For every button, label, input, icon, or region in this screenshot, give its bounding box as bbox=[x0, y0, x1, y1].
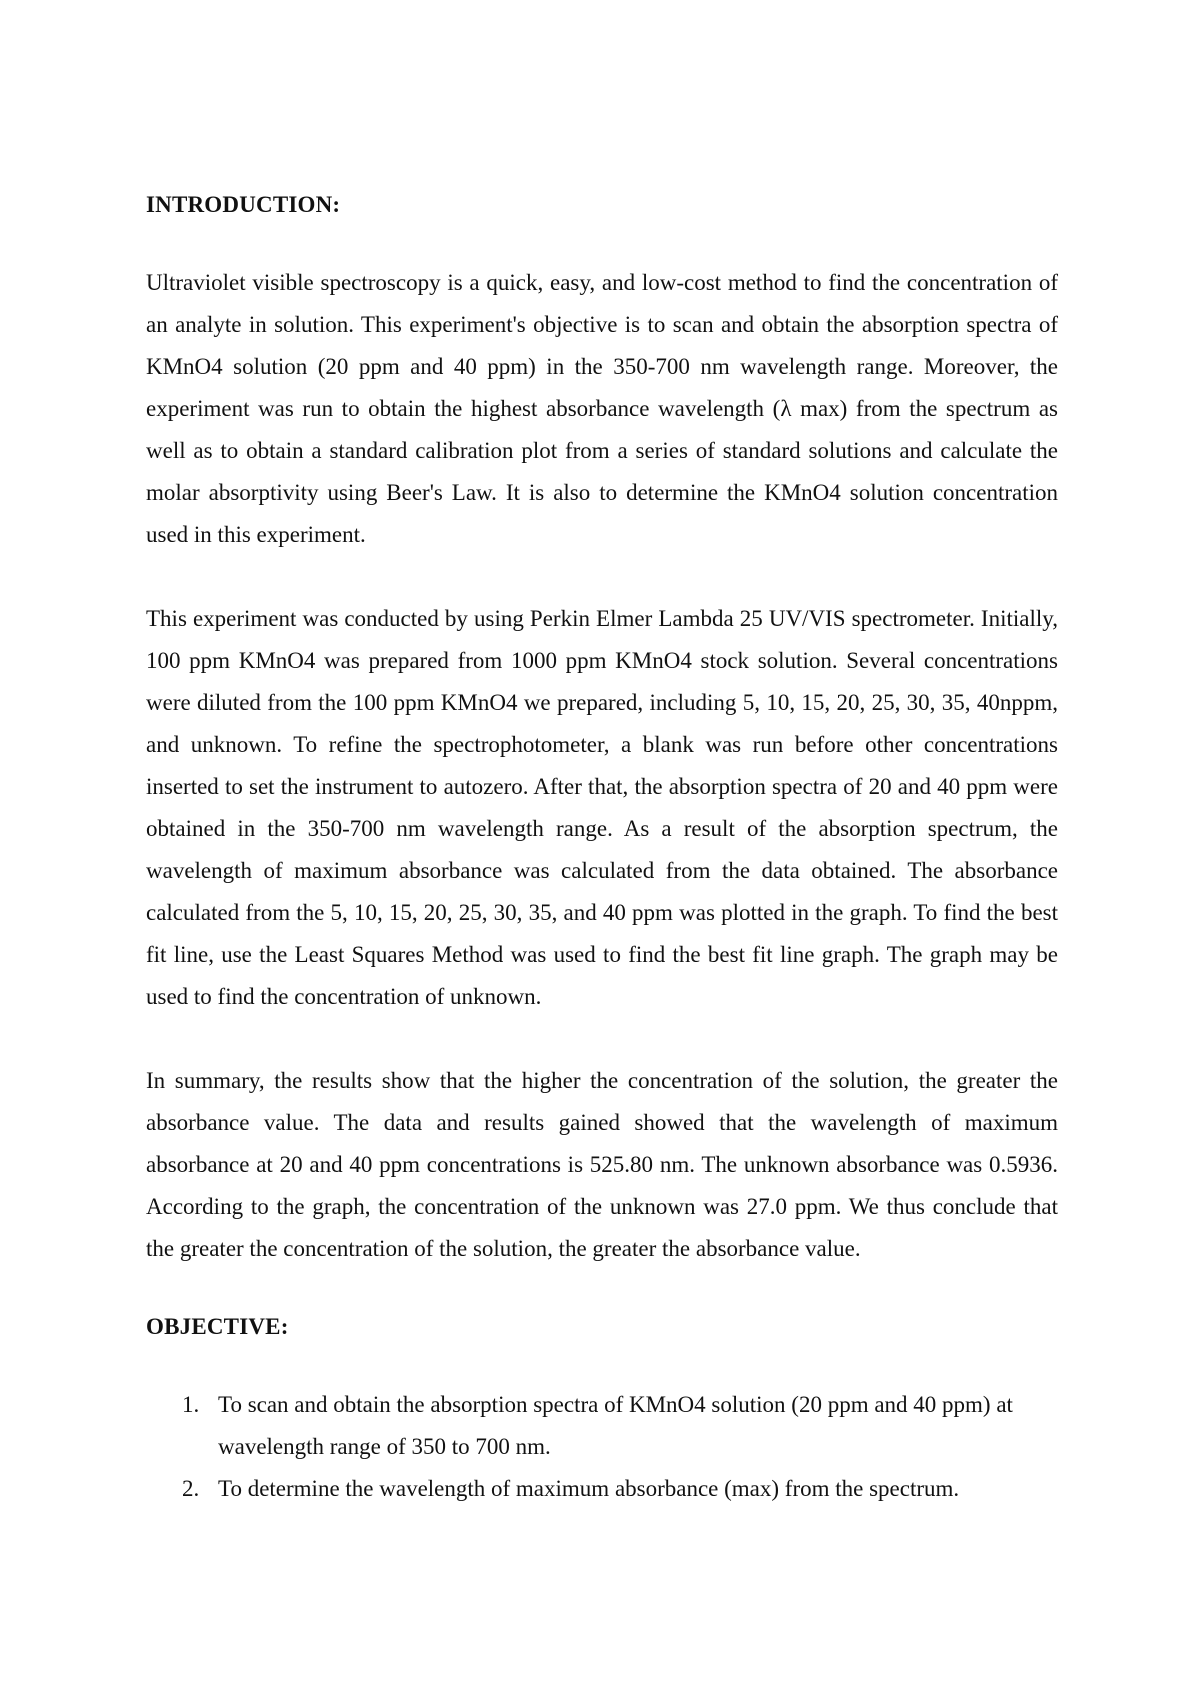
introduction-paragraph-3: In summary, the results show that the higher the concentration of the solution, the greater the absorbance value. The data and results gained showed that the wavelength of maximum absorbance at 20 and 40 ppm concentrations is 525.80 nm. The unknown absorbance was 0.5936. According to the graph, the concentration of the unknown was 27.0 ppm. We thus conclude that the greater the concentration of the solution, the greater the absorbance value. bbox=[146, 1068, 1058, 1261]
objective-text: To determine the wavelength of maximum absorbance (max) from the spectrum. bbox=[218, 1476, 960, 1501]
objective-item bbox=[146, 1468, 1058, 1510]
objective-list bbox=[146, 1384, 1058, 1510]
objective-number: 2. bbox=[182, 1476, 200, 1501]
spacer bbox=[146, 1342, 1058, 1384]
spacer bbox=[146, 556, 1058, 598]
introduction-paragraph-2: This experiment was conducted by using Perkin Elmer Lambda 25 UV/VIS spectrometer. Initially, 100 ppm KMnO4 was prepared from 1000 ppm KMnO4 stock solution. Several concentrations were diluted from the 100 ppm KMnO4 we prepared, including 5, 10, 15, 20, 25, 30, 35, 40nppm, and unknown. To refine the spectrophotometer, a blank was run before other concentrations inserted to set the instrument to autozero. After that, the absorption spectra of 20 and 40 ppm were obtained in the 350-700 nm wavelength range. As a result of the absorption spectrum, the wavelength of maximum absorbance was calculated from the data obtained. The absorbance calculated from the 5, 10, 15, 20, 25, 30, 35, and 40 ppm was plotted in the graph. To find the best fit line, use the Least Squares Method was used to find the best fit line graph. The graph may be used to find the concentration of unknown. bbox=[146, 606, 1058, 1009]
spacer bbox=[146, 1270, 1058, 1312]
objective-heading: OBJECTIVE: bbox=[146, 1314, 289, 1339]
objective-item bbox=[146, 1384, 1058, 1468]
objective-number: 1. bbox=[182, 1392, 200, 1417]
document-page bbox=[146, 190, 1058, 1510]
introduction-paragraph-1: Ultraviolet visible spectroscopy is a quick, easy, and low-cost method to find the concentration of an analyte in solution. This experiment's objective is to scan and obtain the absorption spectra of KMnO4 solution (20 ppm and 40 ppm) in the 350-700 nm wavelength range. Moreover, the experiment was run to obtain the highest absorbance wavelength (λ max) from the spectrum as well as to obtain a standard calibration plot from a series of standard solutions and calculate the molar absorptivity using Beer's Law. It is also to determine the KMnO4 solution concentration used in this experiment. bbox=[146, 270, 1058, 547]
spacer bbox=[146, 220, 1058, 262]
introduction-heading: INTRODUCTION: bbox=[146, 192, 341, 217]
spacer bbox=[146, 1018, 1058, 1060]
objective-text: To scan and obtain the absorption spectra of KMnO4 solution (20 ppm and 40 ppm) at wavelength range of 350 to 700 nm. bbox=[218, 1392, 1013, 1459]
